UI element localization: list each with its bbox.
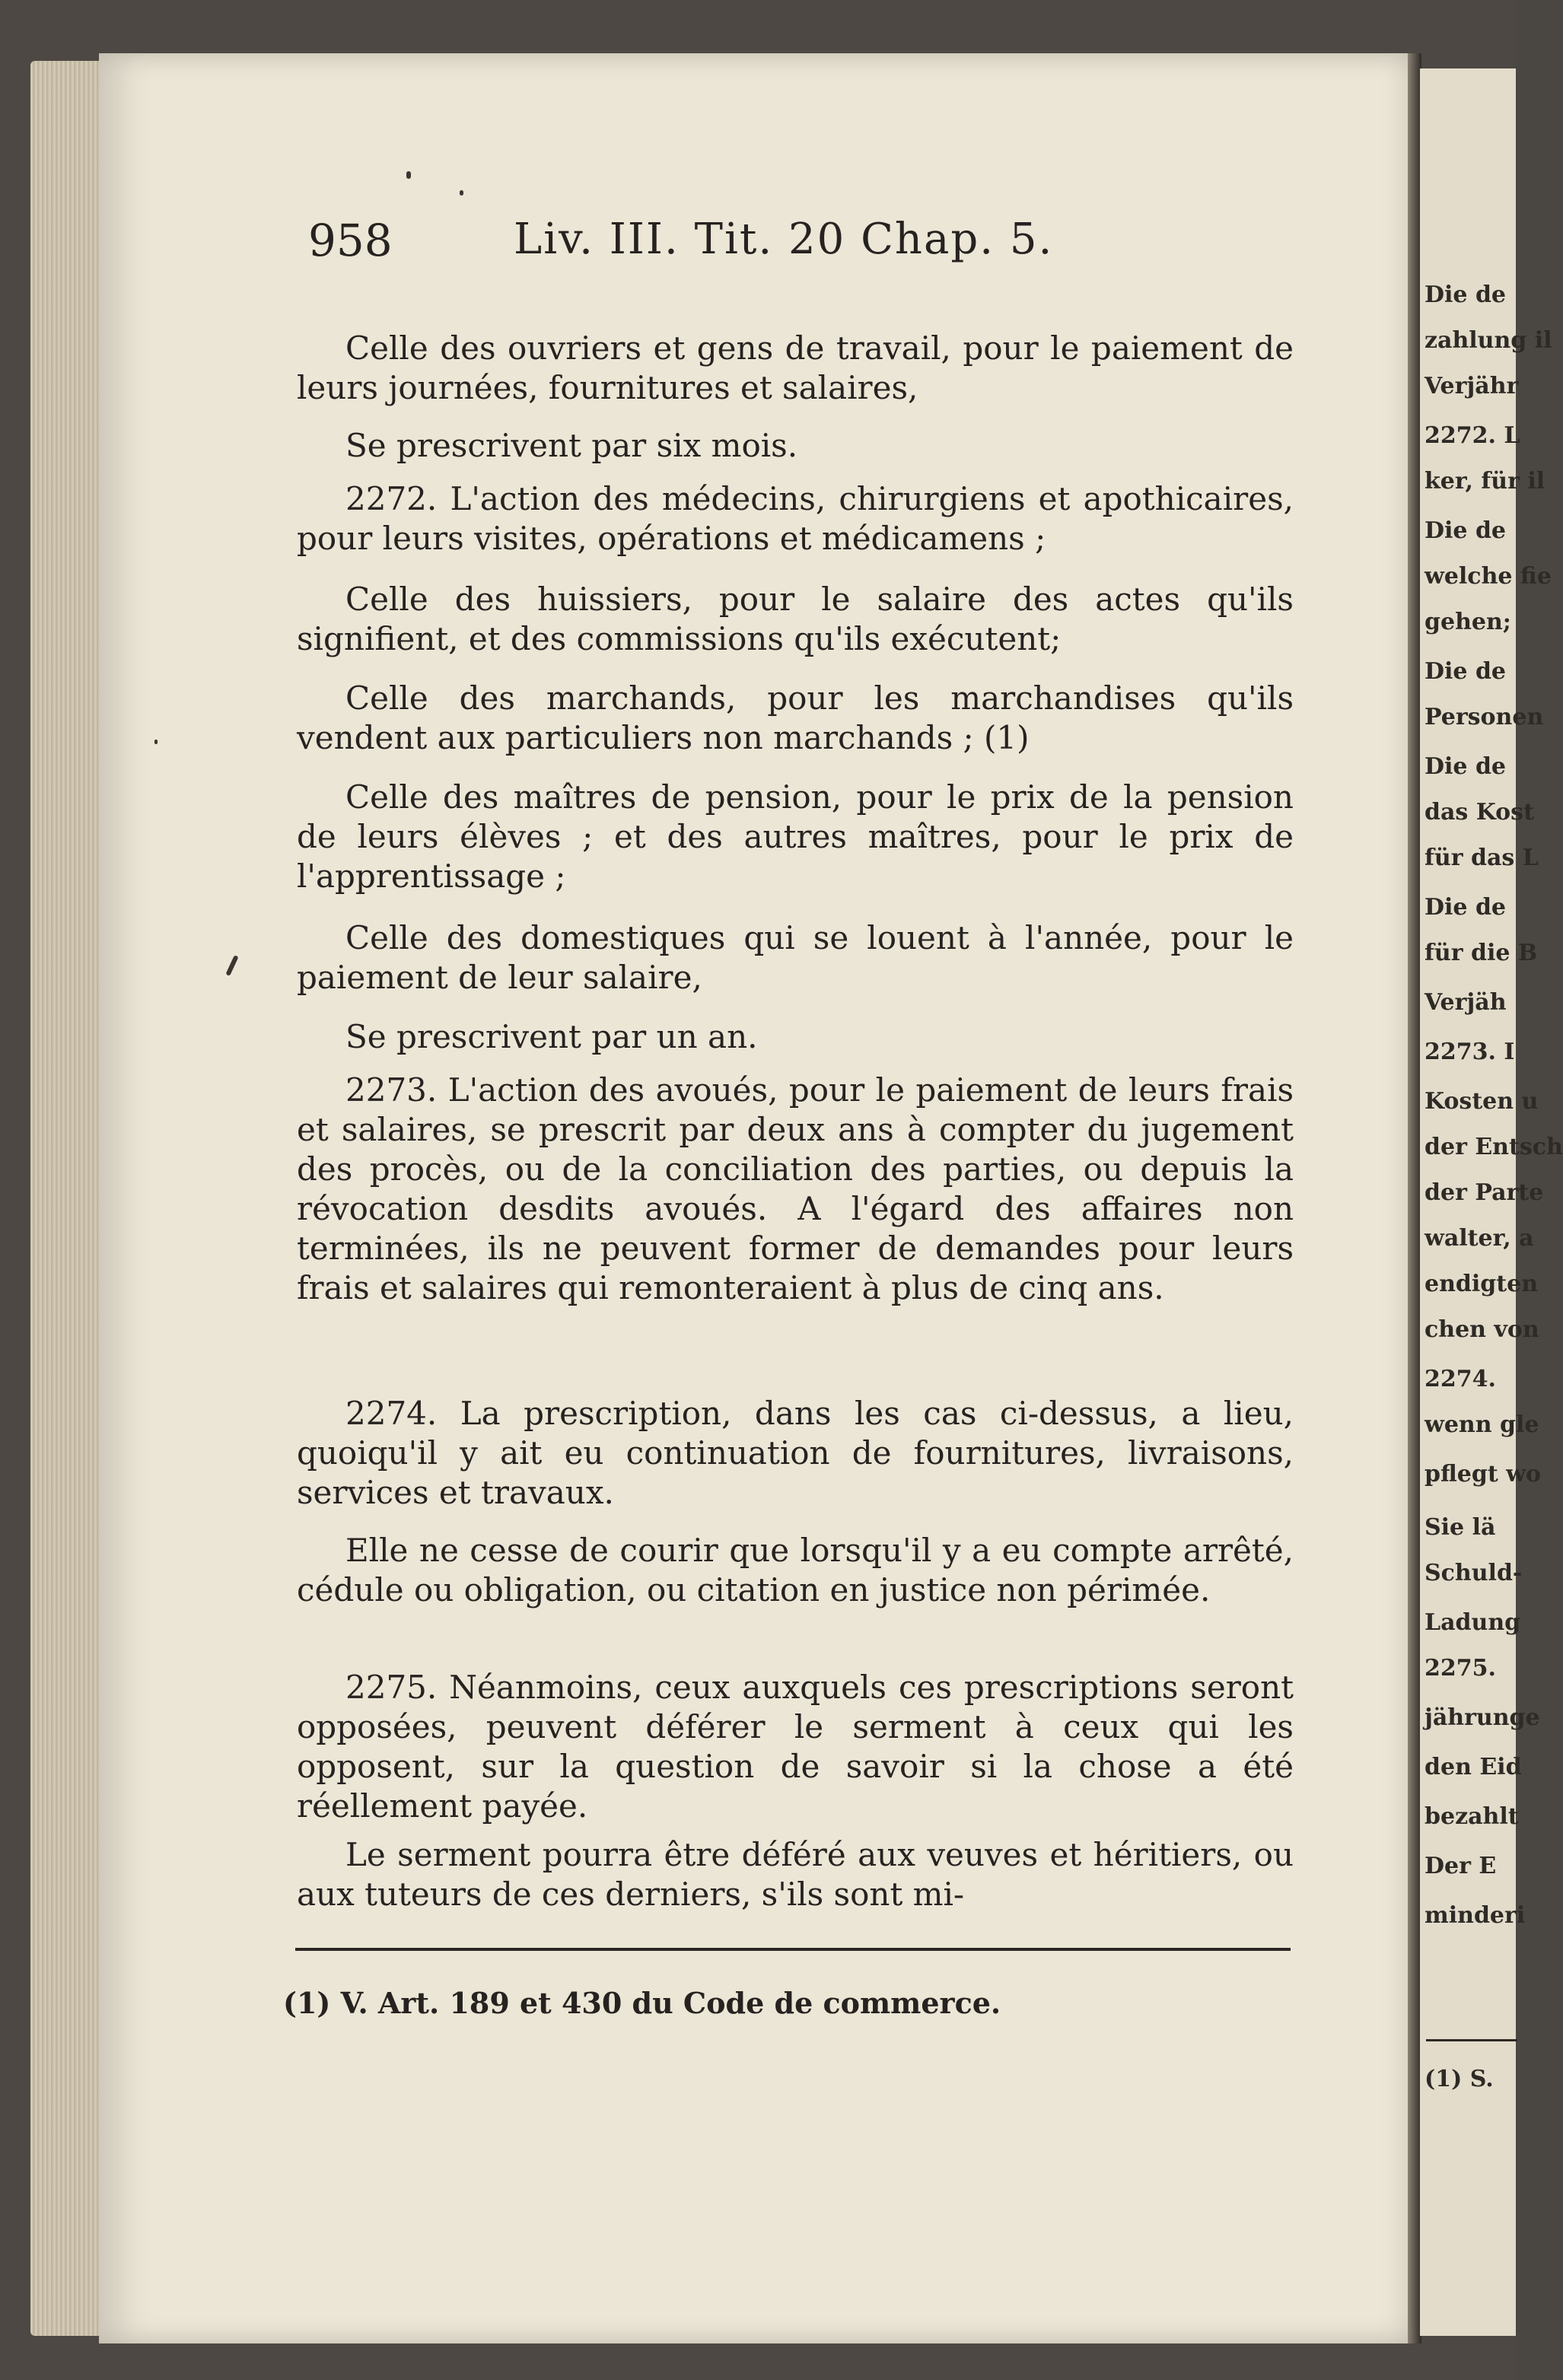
facing-line: walter, a	[1425, 1225, 1534, 1252]
ink-speck	[154, 740, 158, 744]
facing-line: ker, für il	[1425, 468, 1545, 495]
facing-line: das Kost	[1425, 799, 1534, 826]
ink-speck	[406, 171, 411, 179]
facing-line: Verjäh	[1425, 989, 1507, 1016]
facing-line: (1) S.	[1425, 2066, 1494, 2092]
facing-line: pflegt wo	[1425, 1461, 1541, 1488]
facing-line: der Parte	[1425, 1179, 1544, 1206]
paragraph: Celle des maîtres de pension, pour le prix de la pension de leurs élèves ; et des autres maîtres, pour le prix de l'apprentissage ;	[297, 778, 1294, 895]
ink-speck	[460, 190, 463, 196]
page-number: 958	[308, 215, 393, 266]
facing-line: wenn gle	[1425, 1411, 1539, 1438]
facing-line: Sie lä	[1425, 1514, 1496, 1541]
facing-line: 2273. I	[1425, 1039, 1515, 1065]
facing-line: Schuld-	[1425, 1560, 1523, 1586]
facing-line: Die de	[1425, 753, 1507, 780]
paragraph: Celle des marchands, pour les marchandises qu'ils vendent aux particuliers non marchands ; (1)	[297, 679, 1294, 756]
paragraph: 2275. Néanmoins, ceux auxquels ces prescriptions seront opposées, peuvent déférer le serment à ceux qui les opposent, sur la question de savoir si la chose a été réellement payée.	[297, 1669, 1294, 1825]
facing-line: Ladung	[1425, 1609, 1521, 1636]
paragraph: Celle des huissiers, pour le salaire des actes qu'ils signifient, et des commissions qu'ils exécutent;	[297, 581, 1294, 657]
facing-line: Kosten u	[1425, 1088, 1539, 1115]
paragraph: Celle des domestiques qui se louent à l'année, pour le paiement de leur salaire,	[297, 919, 1294, 996]
facing-line: Die de	[1425, 658, 1507, 685]
facing-line: 2272. L	[1425, 422, 1520, 449]
facing-line: gehen;	[1425, 609, 1511, 635]
facing-line: Personen	[1425, 704, 1544, 730]
facing-line: der Entsch	[1425, 1134, 1563, 1160]
facing-line: Die de	[1425, 517, 1507, 544]
paragraph: Se prescrivent par six mois.	[345, 427, 798, 464]
facing-line: Der E	[1425, 1853, 1497, 1879]
paragraph: Le serment pourra être déféré aux veuves et héritiers, ou aux tuteurs de ces derniers, s'ils sont mi-	[297, 1836, 1294, 1913]
paragraph: Se prescrivent par un an.	[345, 1018, 758, 1055]
running-head: Liv. III. Tit. 20 Chap. 5.	[514, 215, 1054, 264]
facing-page	[1420, 68, 1563, 2336]
facing-line: den Eid	[1425, 1754, 1522, 1780]
facing-line: bezahlt	[1425, 1803, 1519, 1830]
facing-line: Verjähr	[1425, 373, 1519, 399]
facing-line: 2275.	[1425, 1655, 1496, 1682]
paragraph: 2272. L'action des médecins, chirurgiens et apothicaires, pour leurs visites, opérations et médicamens ;	[297, 480, 1294, 557]
facing-footnote-rule	[1426, 2039, 1517, 2041]
facing-line: minderi	[1425, 1902, 1526, 1929]
facing-line: 2274.	[1425, 1366, 1496, 1392]
footnote-rule	[295, 1948, 1291, 1951]
paragraph: Celle des ouvriers et gens de travail, pour le paiement de leurs journées, fournitures et salaires,	[297, 329, 1294, 406]
paragraph: Elle ne cesse de courir que lorsqu'il y a eu compte arrêté, cédule ou obligation, ou citation en justice non périmée.	[297, 1532, 1294, 1608]
facing-line: endigten	[1425, 1271, 1539, 1297]
page-block-edge	[30, 61, 103, 2336]
page-header	[308, 215, 1145, 268]
facing-line: Die de	[1425, 894, 1507, 921]
facing-line: für das L	[1425, 845, 1539, 871]
facing-line: welche fie	[1425, 563, 1552, 590]
facing-line: chen von	[1425, 1316, 1539, 1343]
facing-line: jährunge	[1425, 1704, 1540, 1731]
paragraph: 2273. L'action des avoués, pour le paiement de leurs frais et salaires, se prescrit par deux ans à compter du jugement des procès, ou de la conciliation des parties, ou depuis la révocation desdits avoués. A l'égard des affaires non terminées, ils ne peuvent former de demandes pour leurs frais et salaires qui remonteraient à plus de cinq ans.	[297, 1071, 1294, 1306]
paragraph: 2274. La prescription, dans les cas ci-dessus, a lieu, quoiqu'il y ait eu continuation de fournitures, livraisons, services et travaux.	[297, 1395, 1294, 1511]
facing-line: zahlung il	[1425, 327, 1552, 354]
facing-line: für die B	[1425, 940, 1538, 966]
footnote: (1) V. Art. 189 et 430 du Code de commerce.	[283, 1986, 1001, 2020]
facing-line: Die de	[1425, 282, 1507, 308]
